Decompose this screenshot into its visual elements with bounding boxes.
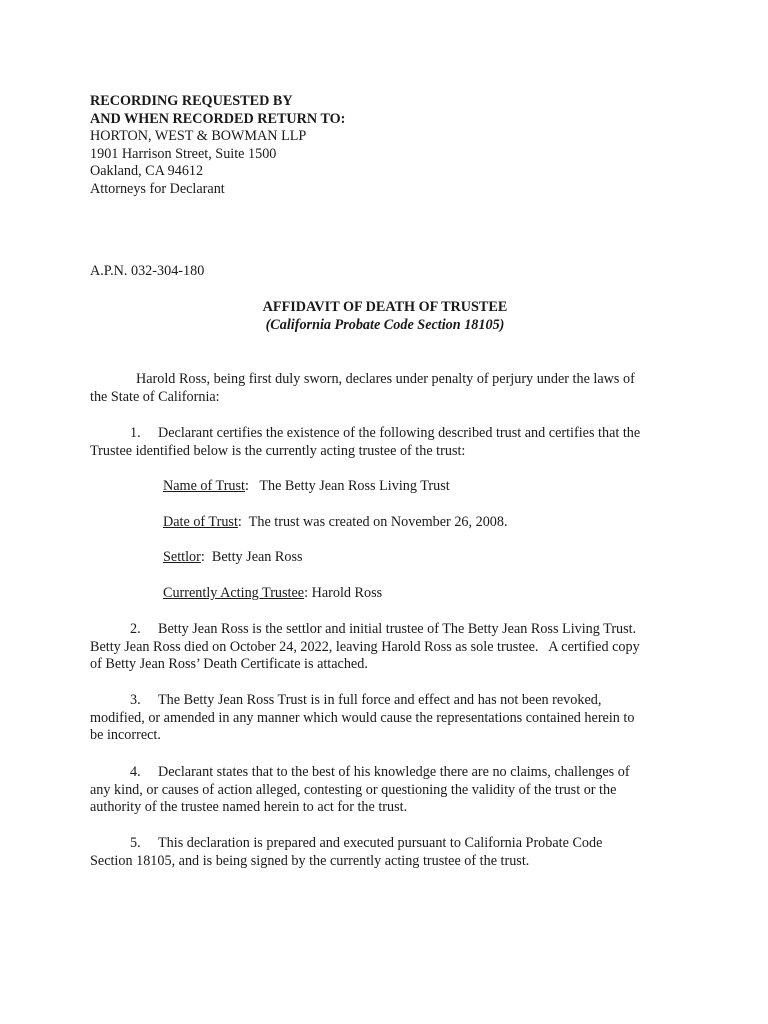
return-to-line: AND WHEN RECORDED RETURN TO: <box>90 110 346 127</box>
recording-header <box>90 93 680 198</box>
intro-paragraph <box>90 371 680 406</box>
paragraph-line: Declarant states that to the best of his knowledge there are no claims, challenges of <box>158 764 630 780</box>
paragraph-line: Betty Jean Ross died on October 24, 2022, leaving Harold Ross as sole trustee. A certified copy <box>90 638 640 655</box>
document-title-block <box>90 299 680 334</box>
recording-requested-line: RECORDING REQUESTED BY <box>90 93 293 109</box>
firm-role: Attorneys for Declarant <box>90 180 225 197</box>
paragraph-number: 3. <box>130 692 141 708</box>
document-title: AFFIDAVIT OF DEATH OF TRUSTEE <box>262 299 508 315</box>
paragraph-line: be incorrect. <box>90 727 161 743</box>
field-value: The Betty Jean Ross Living Trust <box>248 478 450 494</box>
paragraph-line: Declarant certifies the existence of the following described trust and certifies that the <box>158 425 641 441</box>
paragraph-3 <box>90 692 680 745</box>
paragraph-line: Trustee identified below is the currently acting trustee of the trust: <box>90 442 466 459</box>
paragraph-1 <box>90 425 680 460</box>
paragraph-line: Betty Jean Ross is the settlor and initial trustee of The Betty Jean Ross Living Trust. <box>158 621 637 637</box>
paragraph-line: The Betty Jean Ross Trust is in full force and effect and has not been revoked, <box>158 692 602 708</box>
paragraph-line: This declaration is prepared and executed pursuant to California Probate Code <box>158 835 603 851</box>
firm-city: Oakland, CA 94612 <box>90 163 204 179</box>
paragraph-line: modified, or amended in any manner which would cause the representations contained herein to <box>90 709 635 726</box>
field-separator: : <box>237 514 242 530</box>
paragraph-line: of Betty Jean Ross’ Death Certificate is attached. <box>90 656 368 672</box>
field-separator: : <box>304 585 309 601</box>
field-separator: : <box>200 549 205 565</box>
paragraph-number: 1. <box>130 425 141 441</box>
paragraph-line: any kind, or causes of action alleged, contesting or questioning the validity of the trust or the <box>90 781 617 798</box>
field-settlor <box>163 549 303 567</box>
paragraph-4 <box>90 764 680 817</box>
field-label: Name of Trust <box>163 478 245 494</box>
document-subtitle: (California Probate Code Section 18105) <box>265 316 505 333</box>
field-value: Harold Ross <box>308 585 383 601</box>
field-value: Betty Jean Ross <box>204 549 303 565</box>
field-label: Date of Trust <box>163 514 238 530</box>
paragraph-number: 4. <box>130 764 141 780</box>
field-value: The trust was created on November 26, 2008. <box>241 514 508 530</box>
paragraph-line: authority of the trustee named herein to act for the trust. <box>90 799 408 815</box>
field-currently-acting-trustee <box>163 585 382 603</box>
field-label: Settlor <box>163 549 201 565</box>
paragraph-5 <box>90 835 680 870</box>
intro-line-1: Harold Ross, being first duly sworn, declares under penalty of perjury under the laws of <box>136 371 635 387</box>
firm-name: HORTON, WEST & BOWMAN LLP <box>90 128 307 144</box>
field-separator: : <box>244 478 249 494</box>
paragraph-2 <box>90 621 680 674</box>
apn-line: A.P.N. 032-304-180 <box>90 263 205 279</box>
intro-line-2: the State of California: <box>90 388 220 405</box>
firm-street: 1901 Harrison Street, Suite 1500 <box>90 145 277 162</box>
paragraph-line: Section 18105, and is being signed by the currently acting trustee of the trust. <box>90 852 530 869</box>
field-date-of-trust <box>163 514 508 532</box>
paragraph-number: 5. <box>130 835 141 851</box>
field-label: Currently Acting Trustee <box>163 585 305 601</box>
paragraph-number: 2. <box>130 621 141 637</box>
field-name-of-trust <box>163 478 450 496</box>
